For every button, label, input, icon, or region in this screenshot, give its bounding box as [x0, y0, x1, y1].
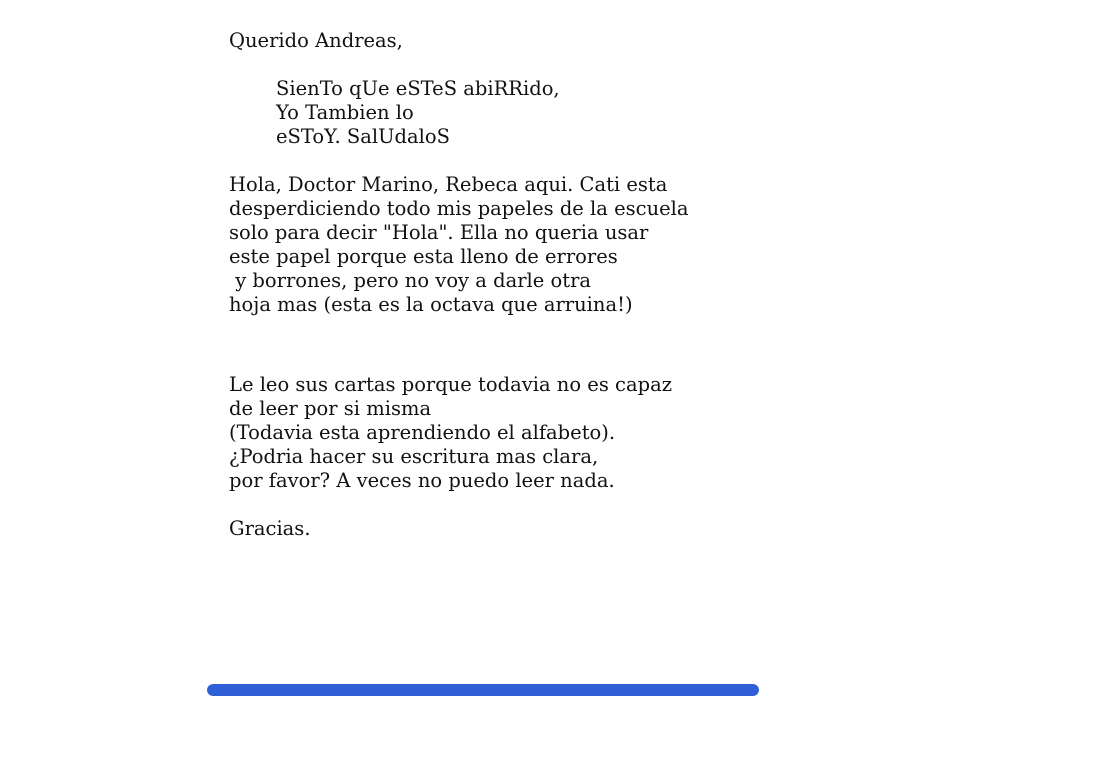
paragraph-line: hoja mas (esta es la octava que arruina!): [229, 293, 633, 316]
paragraph-line: Hola, Doctor Marino, Rebeca aqui. Cati esta: [229, 173, 668, 196]
child-note-line: eSToY. SalUdaloS: [276, 125, 450, 148]
child-note-line: SienTo qUe eSTeS abiRRido,: [276, 77, 560, 100]
paragraph-line: (Todavia esta aprendiendo el alfabeto).: [229, 421, 616, 444]
letter-closing: Gracias.: [229, 517, 311, 540]
paragraph-line: desperdiciendo todo mis papeles de la escuela: [229, 197, 689, 220]
child-note-line: Yo Tambien lo: [276, 101, 414, 124]
paragraph-line: Le leo sus cartas porque todavia no es capaz: [229, 373, 672, 396]
reading-progress-bar: [207, 684, 759, 696]
letter-text: [229, 29, 789, 541]
letter-greeting: Querido Andreas,: [229, 29, 403, 52]
reading-progress-fill: [207, 684, 759, 696]
paragraph-line: por favor? A veces no puedo leer nada.: [229, 469, 615, 492]
paragraph-line: y borrones, pero no voy a darle otra: [229, 269, 592, 292]
paragraph-line: solo para decir "Hola". Ella no queria usar: [229, 221, 649, 244]
paragraph-line: ¿Podria hacer su escritura mas clara,: [229, 445, 599, 468]
paragraph-line: de leer por si misma: [229, 397, 432, 420]
paragraph-line: este papel porque esta lleno de errores: [229, 245, 618, 268]
